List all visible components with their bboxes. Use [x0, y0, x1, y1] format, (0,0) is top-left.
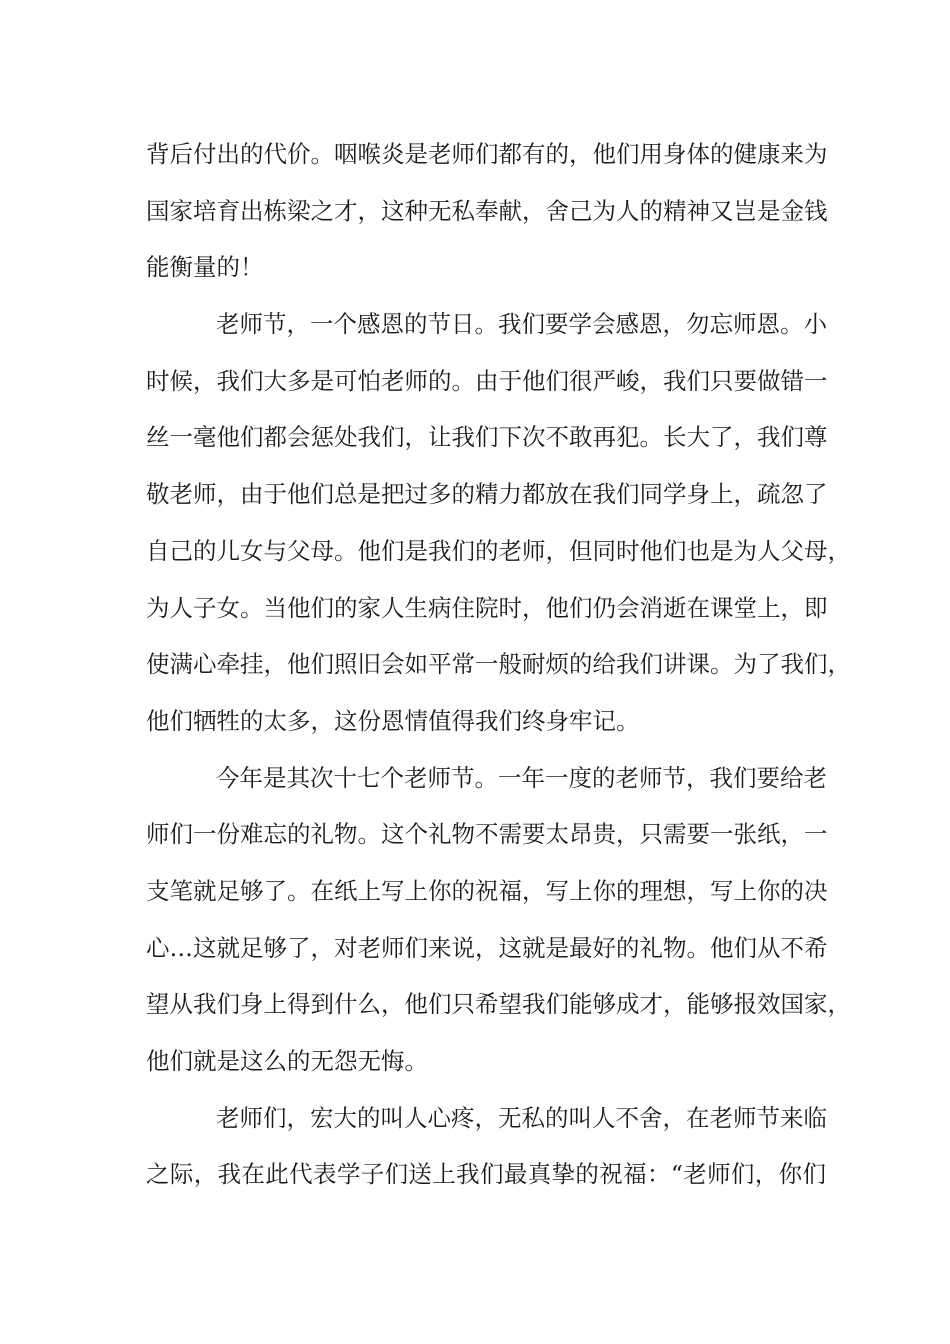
text-line: 能衡量的！	[146, 253, 264, 282]
text-line: 望从我们身上得到什么，他们只希望我们能够成才，能够报效国家，	[146, 990, 851, 1019]
body-text	[146, 126, 851, 1203]
text-line: 他们就是这么的无怨无悔。	[146, 1047, 428, 1075]
text-line: 心…这就足够了，对老师们来说，这就是最好的礼物。他们从不希	[146, 933, 828, 962]
text-line: 为人子女。当他们的家人生病住院时，他们仍会消逝在课堂上，即	[146, 593, 828, 622]
text-line: 师们一份难忘的礼物。这个礼物不需要太昂贵，只需要一张纸，一	[146, 820, 828, 849]
text-line: 老师节，一个感恩的节日。我们要学会感恩，勿忘师恩。小	[216, 310, 827, 339]
text-line: 国家培育出栋梁之才，这种无私奉献，舍己为人的精神又岂是金钱	[146, 196, 828, 225]
text-line: 今年是其次十七个老师节。一年一度的老师节，我们要给老	[216, 763, 827, 792]
text-line: 敬老师，由于他们总是把过多的精力都放在我们同学身上，疏忽了	[146, 480, 828, 509]
text-line: 丝一毫他们都会惩处我们，让我们下次不敢再犯。长大了，我们尊	[146, 423, 828, 452]
text-line: 时候，我们大多是可怕老师的。由于他们很严峻，我们只要做错一	[146, 366, 828, 395]
text-line: 老师们，宏大的叫人心疼，无私的叫人不舍，在老师节来临	[216, 1103, 827, 1132]
text-line: 背后付出的代价。咽喉炎是老师们都有的，他们用身体的健康来为	[146, 140, 828, 168]
text-line: 支笔就足够了。在纸上写上你的祝福，写上你的理想，写上你的决	[146, 876, 828, 905]
text-line: 他们牺牲的太多，这份恩情值得我们终身牢记。	[146, 706, 640, 735]
text-line: 之际，我在此代表学子们送上我们最真挚的祝福：“老师们，你们	[146, 1160, 826, 1189]
text-line: 使满心牵挂，他们照旧会如平常一般耐烦的给我们讲课。为了我们，	[146, 650, 851, 679]
text-line: 自己的儿女与父母。他们是我们的老师，但同时他们也是为人父母，	[146, 536, 851, 565]
